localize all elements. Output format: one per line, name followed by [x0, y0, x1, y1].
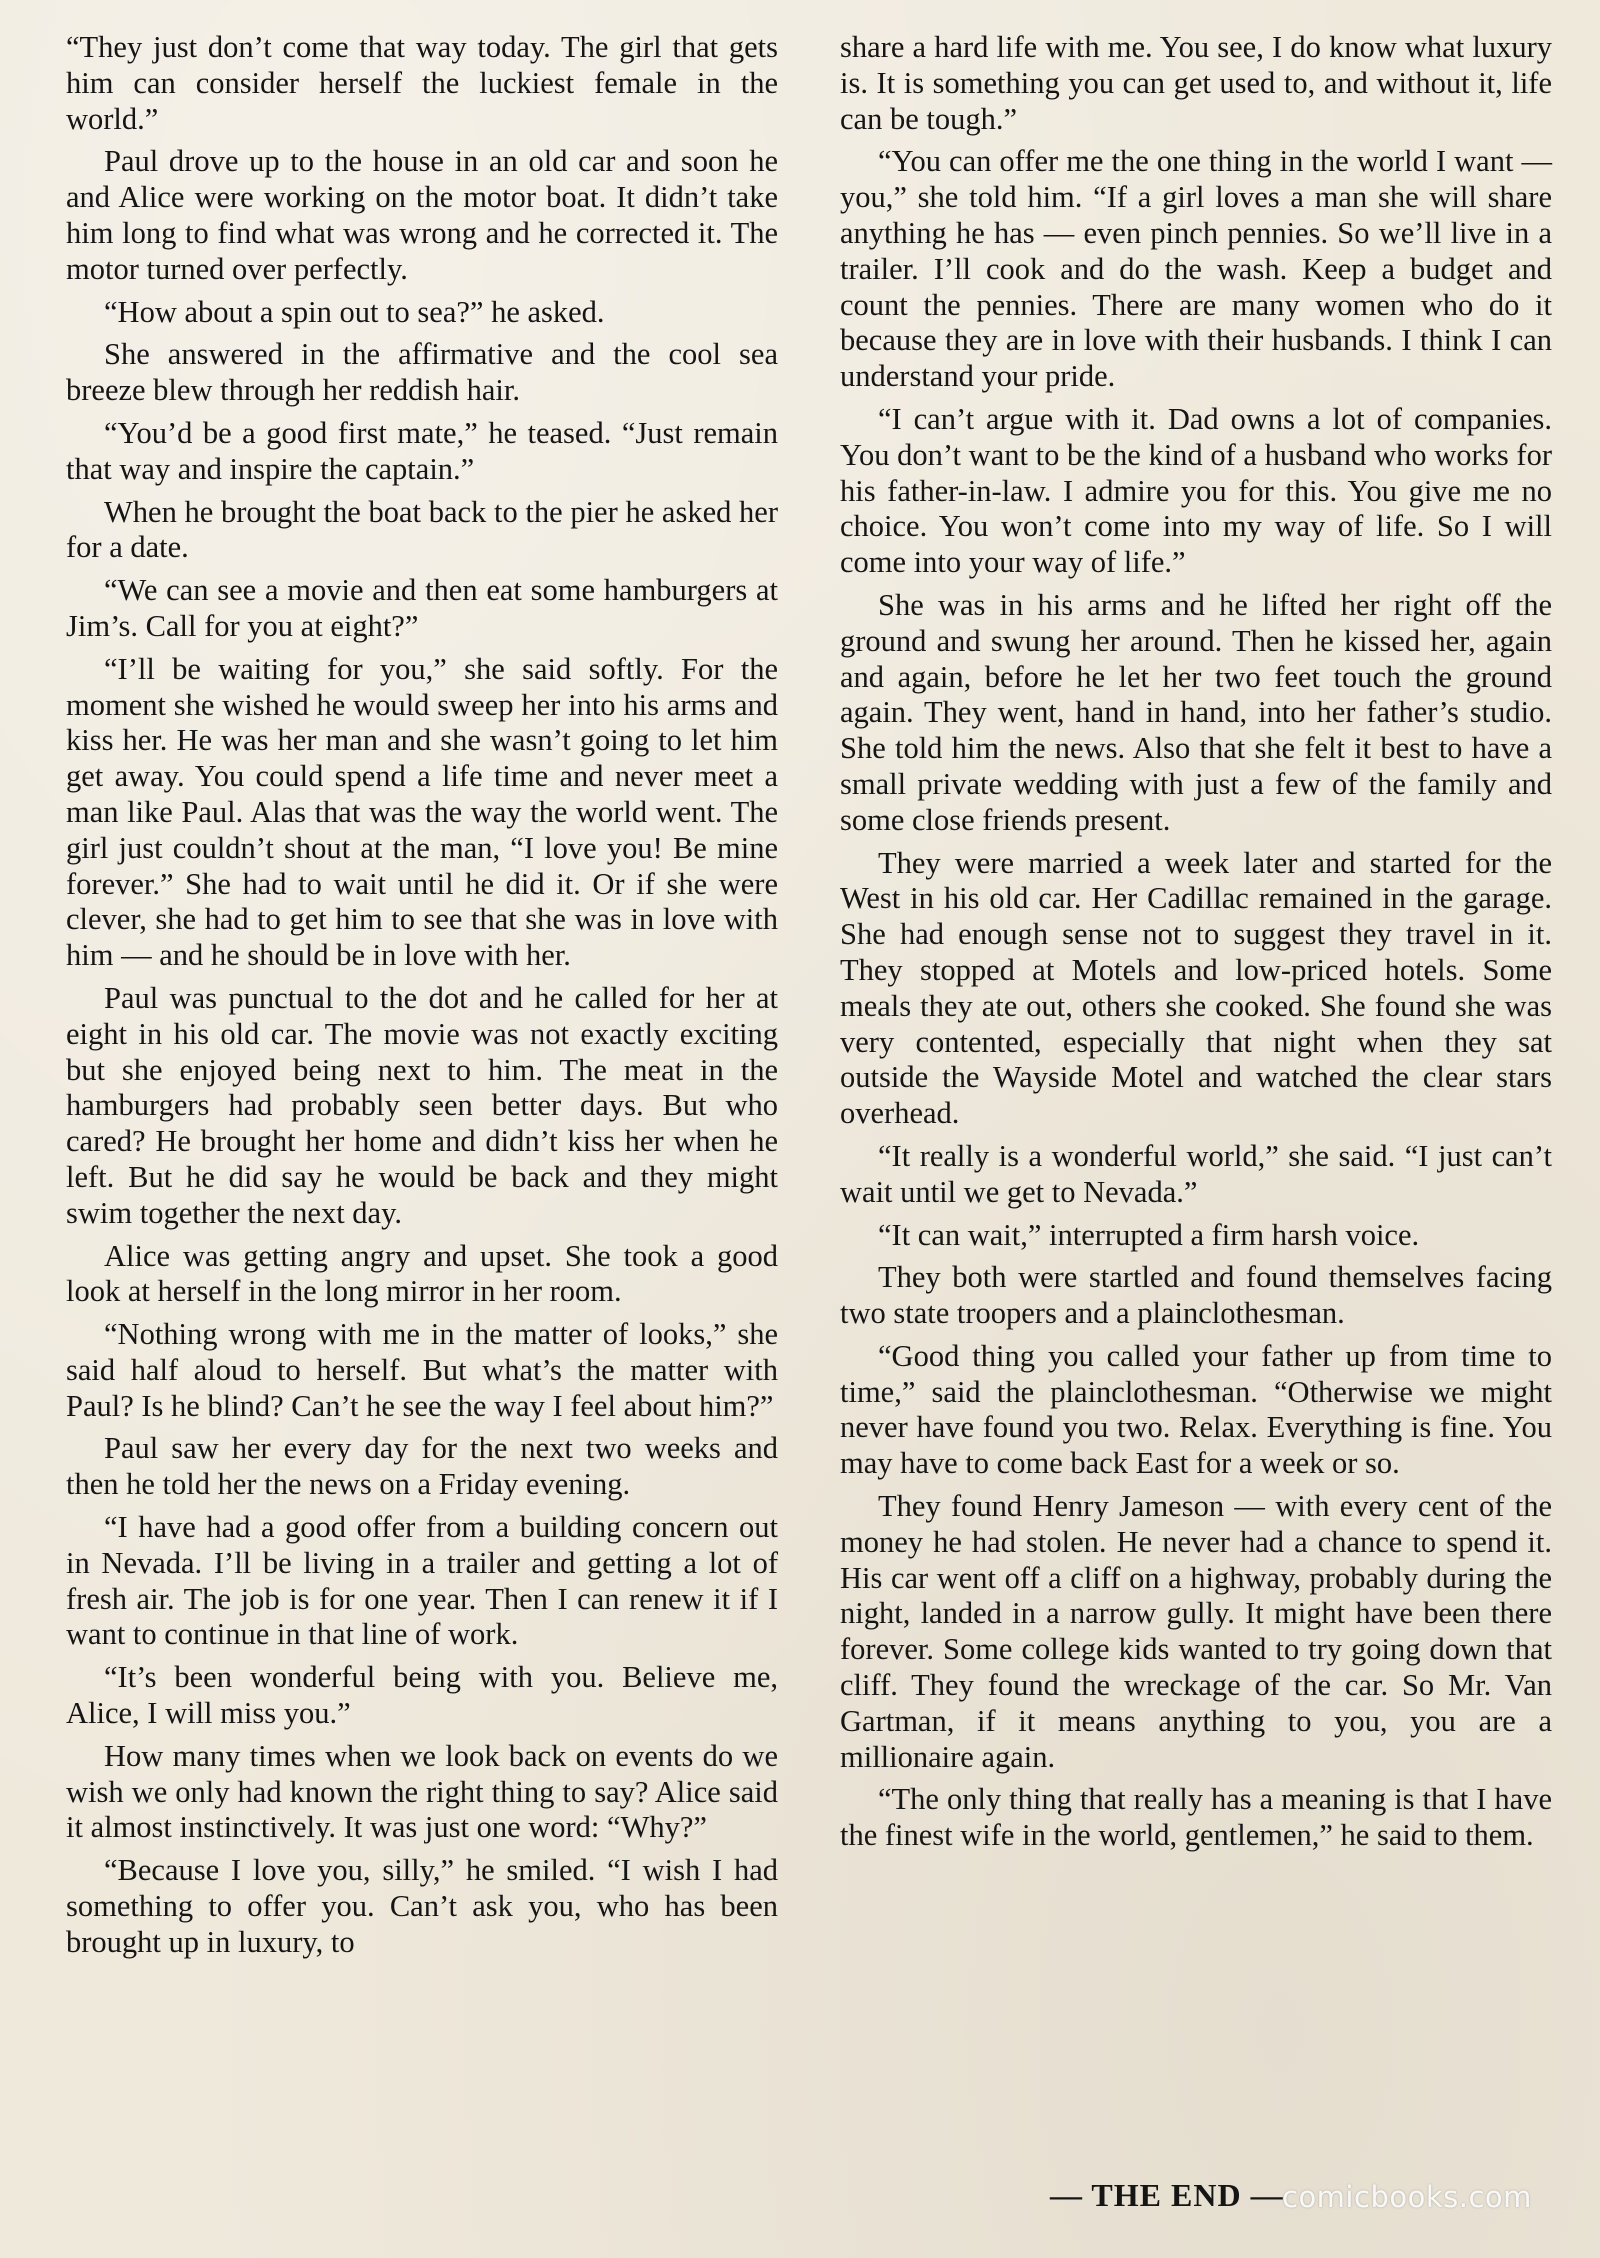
paragraph: She was in his arms and he lifted her right off the ground and swung her around. Then he kissed her, again and again, before he let her two feet touch the ground again. They went, hand in hand, into her father’s studio. She told him the news. Also that she felt it best to have a small private wedding with just a few of the family and some close friends present. — [840, 587, 1552, 837]
paragraph: “Nothing wrong with me in the matter of looks,” she said half aloud to herself. But what’s the matter with Paul? Is he blind? Can’t he see the way I feel about him?” — [66, 1317, 778, 1423]
paragraph: “The only thing that really has a meaning is that I have the finest wife in the world, gentlemen,” he said to them. — [840, 1782, 1552, 1853]
paragraph: They both were startled and found themselves facing two state troopers and a plainclothesman. — [840, 1260, 1552, 1331]
paragraph: “Good thing you called your father up from time to time,” said the plainclothesman. “Otherwise we might never have found you two. Relax. Everything is fine. You may have to come back East for a week or so. — [840, 1338, 1552, 1481]
site-watermark: comicbooks.com — [1282, 2180, 1532, 2214]
paragraph: “I have had a good offer from a building concern out in Nevada. I’ll be living in a trailer and getting a lot of fresh air. The job is for one year. Then I can renew it if I want to continue in that line of work. — [66, 1510, 778, 1652]
paragraph: “It’s been wonderful being with you. Believe me, Alice, I will miss you.” — [66, 1660, 778, 1731]
paragraph: “I’ll be waiting for you,” she said softly. For the moment she wished he would sweep her into his arms and kiss her. He was her man and she wasn’t going to let him get away. You could spend a life time and never meet a man like Paul. Alas that was the way the world went. The girl just couldn’t shout at the man, “I love you! Be mine forever.” She had to wait until he did it. Or if she were clever, she had to get him to see that she was in love with him — and he should be in love with her. — [66, 651, 778, 973]
paragraph: Alice was getting angry and upset. She took a good look at herself in the long mirror in her room. — [66, 1238, 778, 1309]
paragraph: They found Henry Jameson — with every cent of the money he had stolen. He never had a chance to spend it. His car went off a cliff on a highway, probably during the night, landed in a narrow gully. It might have been there forever. Some college kids wanted to try going down that cliff. They found the wreckage of the car. So Mr. Van Gartman, if it means anything to you, you are a millionaire again. — [840, 1489, 1552, 1774]
right-column — [840, 30, 1552, 1861]
paragraph: “You can offer me the one thing in the world I want — you,” she told him. “If a girl loves a man she will share anything he has — even pinch pennies. So we’ll live in a trailer. I’ll cook and do the wash. Keep a budget and count the pennies. There are many women who do it because they are in love with their husbands. I think I can understand your pride. — [840, 144, 1552, 394]
paragraph: share a hard life with me. You see, I do know what luxury is. It is something you can get used to, and without it, life can be tough.” — [840, 30, 1552, 136]
paragraph: “It can wait,” interrupted a firm harsh voice. — [878, 1217, 1420, 1252]
paragraph: They were married a week later and started for the West in his old car. Her Cadillac remained in the garage. She had enough sense not to suggest they travel in it. They stopped at Motels and low-priced hotels. Some meals they ate out, others she cooked. She found she was very contented, especially that night when they sat outside the Wayside Motel and watched the clear stars overhead. — [840, 845, 1552, 1131]
the-end-mark: — THE END — — [1050, 2177, 1284, 2213]
paragraph: “It really is a wonderful world,” she said. “I just can’t wait until we get to Nevada.” — [840, 1138, 1552, 1209]
left-column — [66, 30, 778, 1968]
paragraph: How many times when we look back on events do we wish we only had known the right thing to say? Alice said it almost instinctively. It was just one word: “Why?” — [66, 1738, 778, 1845]
paragraph: “I can’t argue with it. Dad owns a lot of companies. You don’t want to be the kind of a husband who works for his father-in-law. I admire you for this. You give me no choice. You won’t come into my way of life. So I will come into your way of life.” — [840, 401, 1552, 580]
paragraph: Paul drove up to the house in an old car and soon he and Alice were working on the motor boat. It didn’t take him long to find what was wrong and he corrected it. The motor turned over perfectly. — [66, 144, 778, 286]
paragraph: “They just don’t come that way today. The girl that gets him can consider herself the luckiest female in the world.” — [66, 30, 778, 136]
paragraph: Paul was punctual to the dot and he called for her at eight in his old car. The movie was not exactly exciting but she enjoyed being next to him. The meat in the hamburgers had probably seen better days. But who cared? He brought her home and didn’t kiss her when he left. But he did say he would be back and they might swim together the next day. — [66, 980, 778, 1230]
paragraph: “You’d be a good first mate,” he teased. “Just remain that way and inspire the captain.” — [66, 415, 778, 486]
paragraph: “How about a spin out to sea?” he asked. — [104, 294, 605, 329]
paragraph: She answered in the affirmative and the cool sea breeze blew through her reddish hair. — [66, 337, 778, 408]
paragraph: When he brought the boat back to the pier he asked her for a date. — [66, 494, 778, 565]
paragraph: Paul saw her every day for the next two weeks and then he told her the news on a Friday evening. — [66, 1431, 778, 1502]
paragraph: “We can see a movie and then eat some hamburgers at Jim’s. Call for you at eight?” — [66, 573, 778, 643]
paragraph: “Because I love you, silly,” he smiled. “I wish I had something to offer you. Can’t ask you, who has been brought up in luxury, to — [66, 1853, 778, 1959]
